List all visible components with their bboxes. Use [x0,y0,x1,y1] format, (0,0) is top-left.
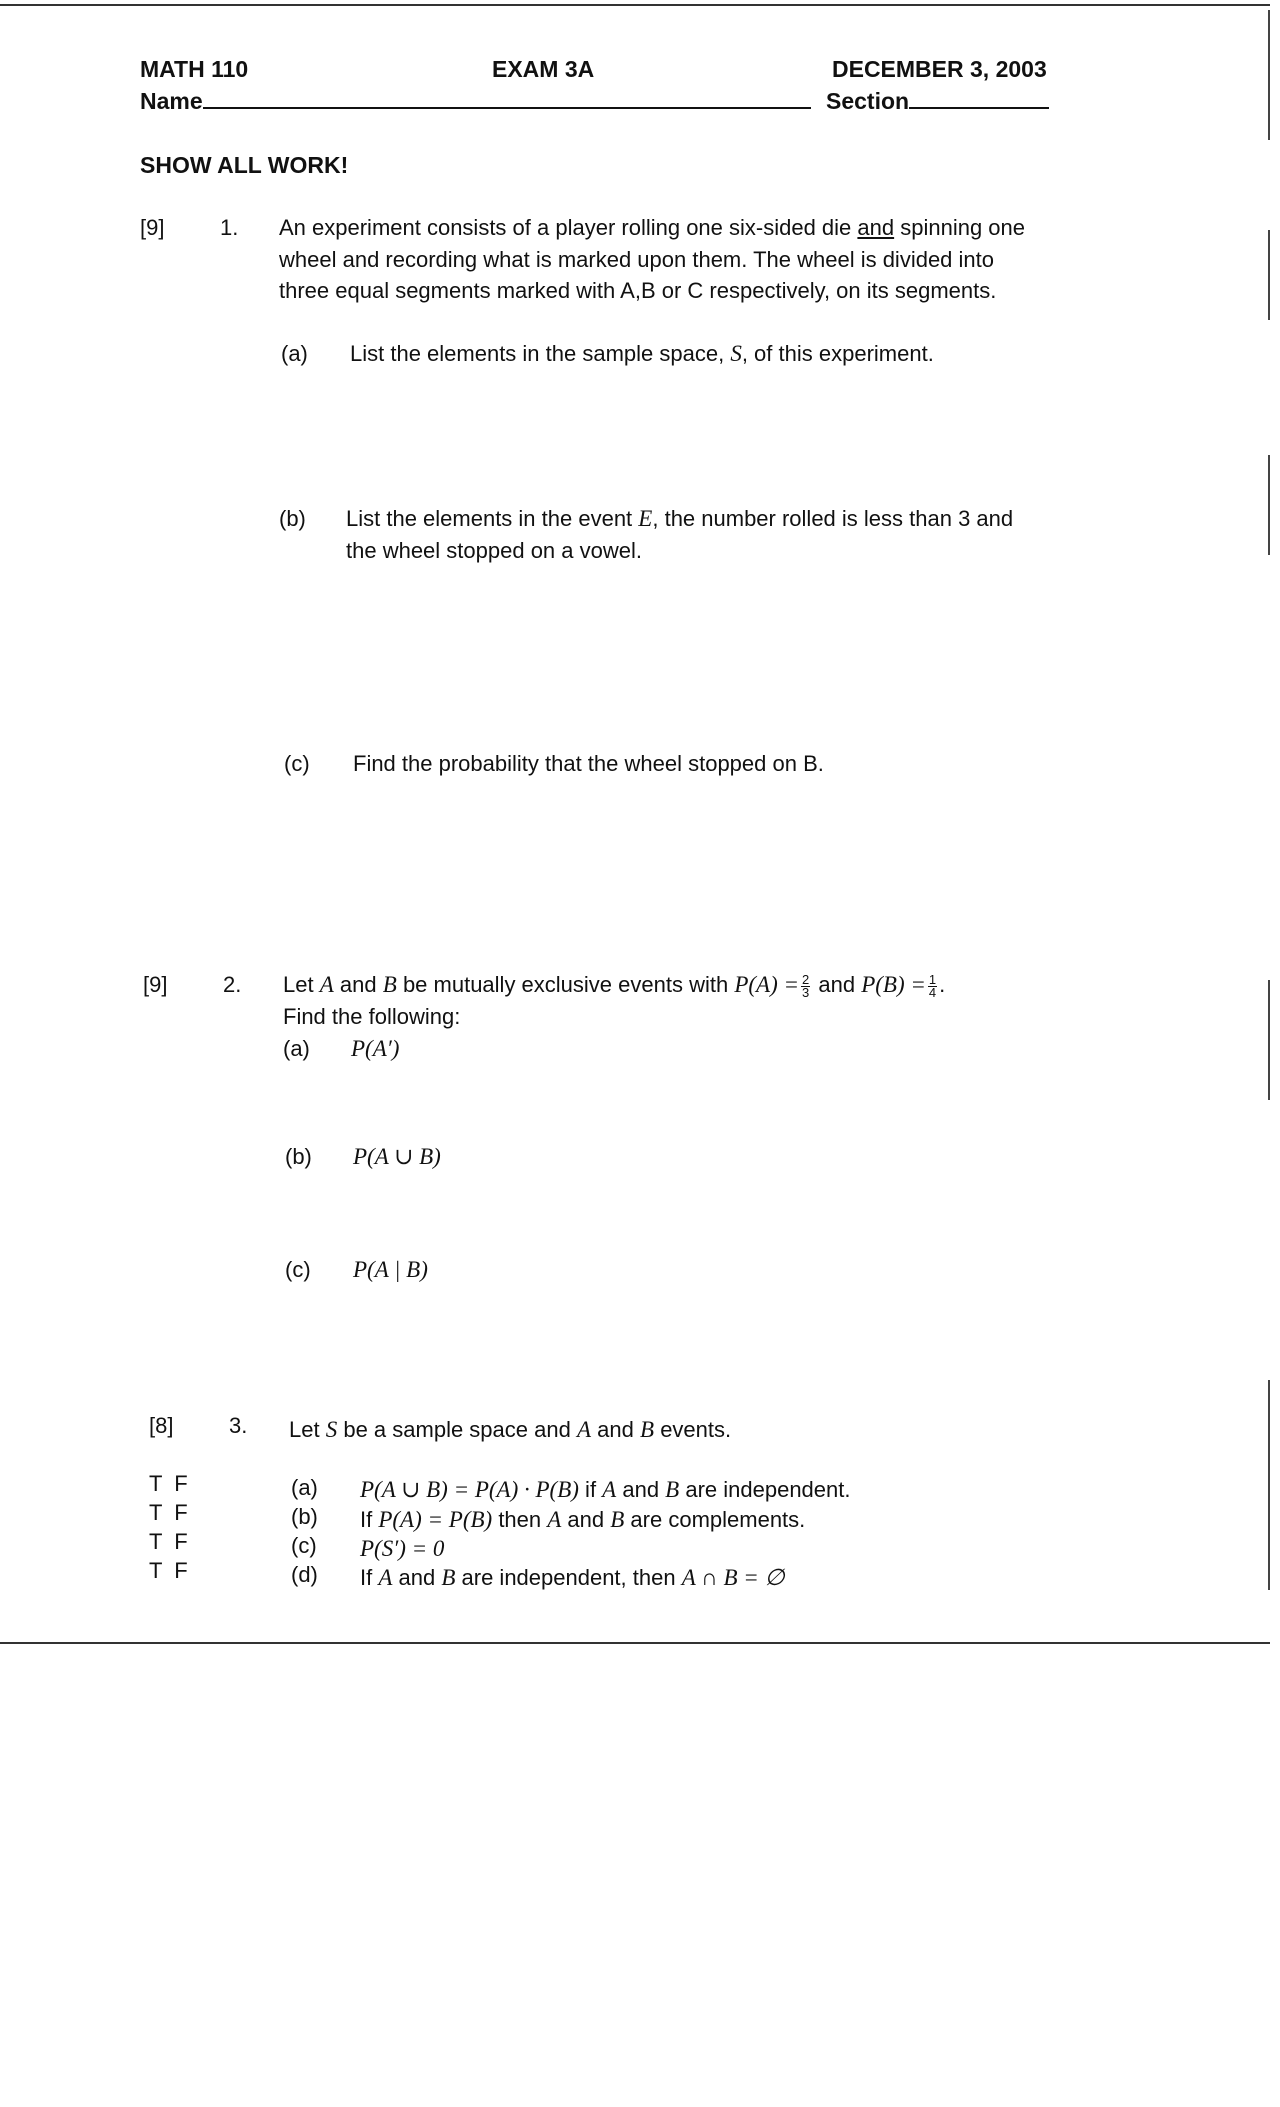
q1-line3: three equal segments marked with A,B or C respectively, on its segments. [279,278,997,303]
name-label: Name [140,88,203,114]
q3a-var: A [602,1477,617,1502]
q1-number: 1. [220,215,239,240]
q1-text: spinning one [894,215,1026,240]
q2-pa: P(A) = [734,972,800,997]
q2a-label: (a) [283,1036,310,1061]
q3c-label: (c) [291,1533,317,1558]
section-field[interactable] [826,86,1049,116]
top-border-line [0,4,1270,6]
q3a-word: if [578,1477,603,1502]
q3b-label: (b) [291,1504,318,1529]
fraction-denominator: 4 [928,984,937,1000]
q3b-tf[interactable]: T F [149,1500,188,1525]
right-edge-mark [1268,980,1270,1100]
q3d-label: (d) [291,1562,318,1587]
q3-line1 [289,1414,731,1445]
exam-date: DECEMBER 3, 2003 [832,56,1047,82]
q3d-word: and [392,1565,442,1590]
bottom-border-line [0,1642,1270,1644]
q2b-label: (b) [285,1144,312,1169]
name-blank[interactable] [203,87,811,109]
q1b-text-part: List the elements in the event [346,506,639,531]
q3b-word: are complements. [624,1507,806,1532]
fraction-denominator: 3 [802,984,810,1000]
q3-var-s: S [325,1417,338,1442]
q2c-label: (c) [285,1257,311,1282]
q3d-var: A [378,1565,393,1590]
q1b-text-part: , the number rolled is less than 3 and [652,506,1014,531]
q2-pa-fraction [801,971,810,1000]
q3-points: [8] [149,1413,174,1438]
right-edge-mark [1268,455,1270,555]
fraction-numerator: 2 [802,971,810,987]
q3b-word: then [492,1507,548,1532]
q3d-var: B [441,1565,456,1590]
q3b-var: A [547,1507,562,1532]
q2-word: be mutually exclusive events with [402,972,729,997]
q3a-tf[interactable]: T F [149,1471,188,1496]
section-blank[interactable] [909,87,1049,109]
q3b-expr: P(A) = P(B) [378,1507,493,1532]
section-label: Section [826,88,910,114]
q2-word: and [339,972,377,997]
q1a-label: (a) [281,341,308,366]
q3a-label: (a) [291,1475,318,1500]
q1a-text [350,338,934,369]
q3-var-b: B [640,1417,655,1442]
q2-line1 [283,969,945,1000]
q1b-var: E [638,506,653,531]
q2a-expr: P(A′) [351,1036,400,1061]
instruction: SHOW ALL WORK! [140,152,349,178]
name-field[interactable] [140,86,811,116]
q3d-word: are independent, then [455,1565,682,1590]
q3a-word: and [616,1477,666,1502]
q2-var-b: B [382,972,397,997]
q1-line2: wheel and recording what is marked upon them. The wheel is divided into [279,247,994,272]
q3b-word: If [360,1507,379,1532]
q2-var-a: A [319,972,334,997]
q2c-expr: P(A | B) [353,1257,428,1282]
q2b-expr: P(A ∪ B) [353,1144,441,1169]
q1c-label: (c) [284,751,310,776]
q1-line1 [279,212,1025,243]
q2-word: and [818,972,856,997]
q3-word: Let [289,1417,320,1442]
q3-word: events. [660,1417,732,1442]
q3d-tf[interactable]: T F [149,1558,188,1583]
q1a-text-part: , of this experiment. [741,341,934,366]
right-edge-mark [1268,1380,1270,1590]
q1b-text-line2: the wheel stopped on a vowel. [346,538,642,563]
q1-underlined-and: and [857,215,895,240]
right-edge-mark [1268,10,1270,140]
q2-number: 2. [223,972,242,997]
q3a-word: are independent. [679,1477,851,1502]
q3-number: 3. [229,1413,248,1438]
q2-pb-fraction [928,971,937,1000]
q3a-expr: P(A ∪ B) = P(A) · P(B) [360,1477,579,1502]
q1a-text-part: List the elements in the sample space, [350,341,731,366]
exam-title: EXAM 3A [492,56,595,82]
fraction-numerator: 1 [928,971,937,987]
q3-var-a: A [576,1417,592,1442]
q1-text: An experiment consists of a player rolling one six-sided die [279,215,858,240]
q1b-text [346,503,1013,534]
q1b-label: (b) [279,506,306,531]
q3c-expr: P(S′) = 0 [360,1536,445,1561]
q2-find: Find the following: [283,1004,461,1029]
q3d-word: If [360,1565,379,1590]
q1c-text: Find the probability that the wheel stopped on B. [353,751,824,776]
q1-points: [9] [140,215,165,240]
q3b-var: B [610,1507,625,1532]
q3b-text [360,1504,805,1535]
q3a-text [360,1474,851,1505]
right-edge-mark [1268,230,1270,320]
q2-word: Let [283,972,314,997]
q3d-expr: A ∩ B = ∅ [681,1565,785,1590]
q3c-tf[interactable]: T F [149,1529,188,1554]
q2-pb: P(B) = [861,972,926,997]
q1a-var: S [730,341,742,366]
q2-period: . [939,972,946,997]
q3-word: and [597,1417,634,1442]
q3a-var: B [665,1477,680,1502]
q3-word: be a sample space and [343,1417,571,1442]
q2-points: [9] [143,972,168,997]
course-title: MATH 110 [140,56,249,82]
q3b-word: and [561,1507,611,1532]
q3d-text [360,1562,785,1593]
